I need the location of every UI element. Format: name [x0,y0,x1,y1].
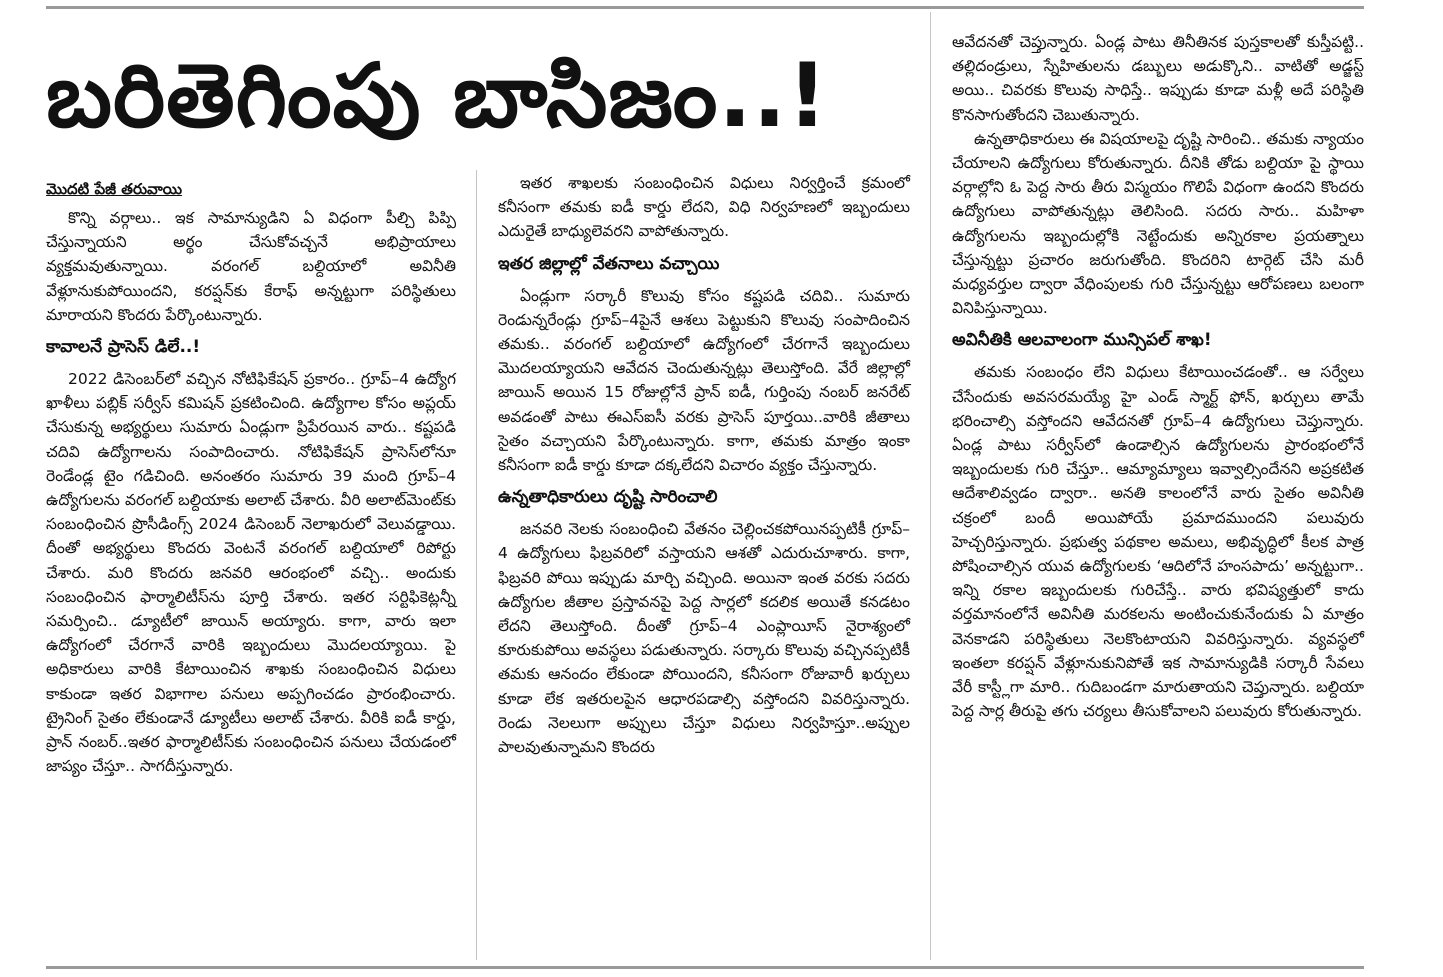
subheading: ఉన్నతాధికారులు దృష్టి సారించాలి [498,487,718,508]
column-divider-2 [930,12,931,960]
paragraph: ఆవేదనతో చెప్తున్నారు. ఏండ్ల పాటు తినీతినక పుస్తకాలతో కుస్తీపట్టి.. తల్లిదండ్రులు, స్నేహితులను డబ్బులు అడుక్కొని.. వాటితో అడ్జస్ట్ అయి.. చివరకు కొలువు సాధిస్తే.. ఇప్పుడు కూడా మళ్లీ అదే పరిస్థితి కొనసాగుతోందని చెబుతున్నారు. [952,33,1364,124]
paragraph: ఉన్నతాధికారులు ఈ విషయాలపై దృష్టి సారించి.. తమకు న్యాయం చేయాలని ఉద్యోగులు కోరుతున్నారు. దీనికి తోడు బల్దియా పై స్థాయి వర్గాల్లోని ఓ పెద్ద సారు తీరు విస్మయం గొలిపే విధంగా ఉందని కొందరు ఉద్యోగులు వాపోతున్నట్లు తెలిసింది. సదరు సారు.. మహిళా ఉద్యోగులను ఇబ్బందుల్లోకి నెట్టేందుకు అన్నిరకాల ప్రయత్నాలు చేస్తున్నట్టు ప్రచారం జరుగుతోంది. కొందరిని టార్గెట్ చేసి మరీ మధ్యవర్తుల ద్వారా వేధింపులకు గురి చేస్తున్నట్టు ఆరోపణలు బలంగా వినిపిస్తున్నాయి. [952,129,1364,318]
paragraph: ఏండ్లుగా సర్కారీ కొలువు కోసం కష్టపడి చదివి.. సుమారు రెండున్నరేండ్లు గ్రూప్–4పైనే ఆశలు పెట్టుకుని కొలువు సంపాదించిన తమకు.. వరంగల్ బల్దియాలో ఉద్యోగంలో చేరగానే ఇబ్బందులు మొదలయ్యాయని ఆవేదన చెందుతున్నట్లు తెలుస్తోంది. వేరే జిల్లాల్లో జాయిన్ అయిన 15 రోజుల్లోనే ప్రాన్ ఐడీ, గుర్తింపు నంబర్ జనరేట్ అవడంతో పాటు ఈఎస్ఐసీ వరకు ప్రాసెస్ పూర్తయి..వారికి జీతాలు సైతం వచ్చాయని పేర్కొంటున్నారు. కాగా, తమకు మాత్రం ఇంకా కనీసంగా ఐడీ కార్డు కూడా దక్కలేదని విచారం వ్యక్తం చేస్తున్నారు. [498,286,910,475]
paragraph: ఇతర శాఖలకు సంబంధించిన విధులు నిర్వర్తించే క్రమంలో కనీసంగా తమకు ఐడీ కార్డు లేదని, విధి నిర్వహణలో ఇబ్బందులు ఎదురైతే బాధ్యులెవరని వాపోతున్నారు. [498,174,910,241]
subheading: ఇతర జిల్లాల్లో వేతనాలు వచ్చాయి [498,253,720,274]
continued-from-front-page-label: మొదటి పేజీ తరువాయి [46,180,183,198]
article-column-3 [952,30,1364,723]
paragraph: జనవరి నెలకు సంబంధించి వేతనం చెల్లించకపోయినప్పటికీ గ్రూప్–4 ఉద్యోగులు ఫిబ్రవరిలో వస్తాయని ఆశతో ఎదురుచూశారు. కాగా, ఫిబ్రవరి పోయి ఇప్పుడు మార్చి వచ్చింది. అయినా ఇంత వరకు సదరు ఉద్యోగుల జీతాల ప్రస్తావనపై పెద్ద సార్లలో కదలిక అయితే కనడటం లేదని తెలుస్తోంది. దీంతో గ్రూప్–4 ఎంప్లాయీస్ నైరాశ్యంలో కూరుకుపోయి అవస్థలు పడుతున్నారు. సర్కారు కొలువు వచ్చినప్పటికీ తమకు ఆనందం లేకుండా పోయిందని, కనీసంగా రోజువారీ ఖర్చులు కూడా లేక ఇతరులపైన ఆధారపడాల్సి వస్తోందని వివరిస్తున్నారు. రెండు నెలలుగా అప్పులు చేస్తూ విధులు నిర్వహిస్తూ..అప్పుల పాలవుతున్నామని కొందరు [498,520,910,757]
headline: బరితెగింపు బాసిజం..! [46,44,829,147]
column-divider-1 [476,170,477,960]
paragraph: తమకు సంబంధం లేని విధులు కేటాయించడంతో.. ఆ సర్వేలు చేసేందుకు అవసరమయ్యే హై ఎండ్ స్మార్ట్ ఫోన్, ఖర్చులు తామే భరించాల్సి వస్తోందని ఆవేదనతో గ్రూప్–4 ఉద్యోగులు చెప్తున్నారు. ఏండ్ల పాటు సర్వీస్‌లో ఉండాల్సిన ఉద్యోగులను ప్రారంభంలోనే ఇబ్బందులకు గురి చేస్తూ.. ఆమ్యామ్యాలు ఇవ్వాల్సిందేనని అప్రకటిత ఆదేశాలివ్వడం ద్వారా.. అనతి కాలంలోనే వారు సైతం అవినీతి చక్రంలో బందీ అయిపోయే ప్రమాదముందని పలువురు హెచ్చరిస్తున్నారు. ప్రభుత్వ పథకాల అమలు, అభివృద్ధిలో కీలక పాత్ర పోషించాల్సిన యువ ఉద్యోగులకు ‘ఆదిలోనే హంసపాదు’ అన్నట్టుగా.. ఇన్ని రకాల ఇబ్బందులకు గురిచేస్తే.. వారు భవిష్యత్తులో కాదు వర్తమానంలోనే అవినీతి మరకలను అంటించుకునేందుకు ఏ మాత్రం వెనకాడని పరిస్థితులు నెలకొంటాయని వివరిస్తున్నారు. వ్యవస్థలో ఇంతలా కరప్షన్ వేళ్లూనుకునిపోతే ఇక సామాన్యుడికి సర్కారీ సేవలు వేరీ కాస్ట్లీగా మారి.. గుదిబండగా మారుతాయని చెప్తున్నారు. బల్దియా పెద్ద సార్ల తీరుపై తగు చర్యలు తీసుకోవాలని పలువురు కోరుతున్నారు. [952,363,1364,721]
paragraph: 2022 డిసెంబర్‌లో వచ్చిన నోటిఫికేషన్ ప్రకారం.. గ్రూప్–4 ఉద్యోగ ఖాళీలు పబ్లిక్ సర్వీస్ కమిషన్ ప్రకటించింది. ఉద్యోగాల కోసం అప్లయ్ చేసుకున్న అభ్యర్థులు సుమారు ఏండ్లుగా ప్రిపేరయిన వారు.. కష్టపడి చదివి ఉద్యోగాలను సంపాదించారు. నోటిఫికేషన్ ప్రాసెస్‌లోనూ రెండేండ్ల టైం గడిచింది. అనంతరం సుమారు 39 మంది గ్రూప్–4 ఉద్యోగులను వరంగల్ బల్దియాకు అలాట్ చేశారు. వీరి అలాట్‌మెంట్‌కు సంబంధించిన ప్రొసీడింగ్స్ 2024 డిసెంబర్ నెలాఖరులో వెలువడ్డాయి. దీంతో అభ్యర్థులు కొందరు వెంటనే వరంగల్ బల్దియాలో రిపోర్టు చేశారు. మరి కొందరు జనవరి ఆరంభంలో వచ్చి.. అందుకు సంబంధించిన ఫార్మాలిటీస్‌ను పూర్తి చేశారు. ఇతర సర్టిఫికెట్లన్నీ సమర్పించి.. డ్యూటీలో జాయిన్ అయ్యారు. కాగా, వారు ఇలా ఉద్యోగంలో చేరగానే వారికి ఇబ్బందులు మొదలయ్యాయి. పై అధికారులు వారికి కేటాయించిన శాఖకు సంబంధించిన విధులు కాకుండా ఇతర విభాగాల పనులు అప్పగించడం ప్రారంభించారు. ట్రైనింగ్ సైతం లేకుండానే డ్యూటీలు అలాట్ చేశారు. వీరికి ఐడీ కార్డు, ప్రాన్ నంబర్..ఇతర ఫార్మాలిటీస్‌కు సంబంధించిన పనులు చేయడంలో జాప్యం చేస్తూ.. సాగదీస్తున్నారు. [46,370,456,776]
subheading: కావాలనే ప్రాసెస్ డిలే..! [46,337,201,358]
article-column-2 [498,171,910,759]
paragraph: కొన్ని వర్గాలు.. ఇక సామాన్యుడిని ఏ విధంగా పీల్చి పిప్పి చేస్తున్నాయని అర్థం చేసుకోవచ్చనే అభిప్రాయాలు వ్యక్తమవుతున్నాయి. వరంగల్ బల్దియాలో అవినీతి వేళ్లూనుకుపోయిందని, కరప్షన్‌కు కేరాఫ్ అన్నట్టుగా పరిస్థితులు మారాయని కొందరు పేర్కొంటున్నారు. [46,209,456,324]
bottom-rule [46,966,1364,969]
subheading: అవినీతికి ఆలవాలంగా మున్సిపల్ శాఖ! [952,330,1212,351]
top-rule [46,6,1364,9]
article-column-1 [46,178,456,778]
